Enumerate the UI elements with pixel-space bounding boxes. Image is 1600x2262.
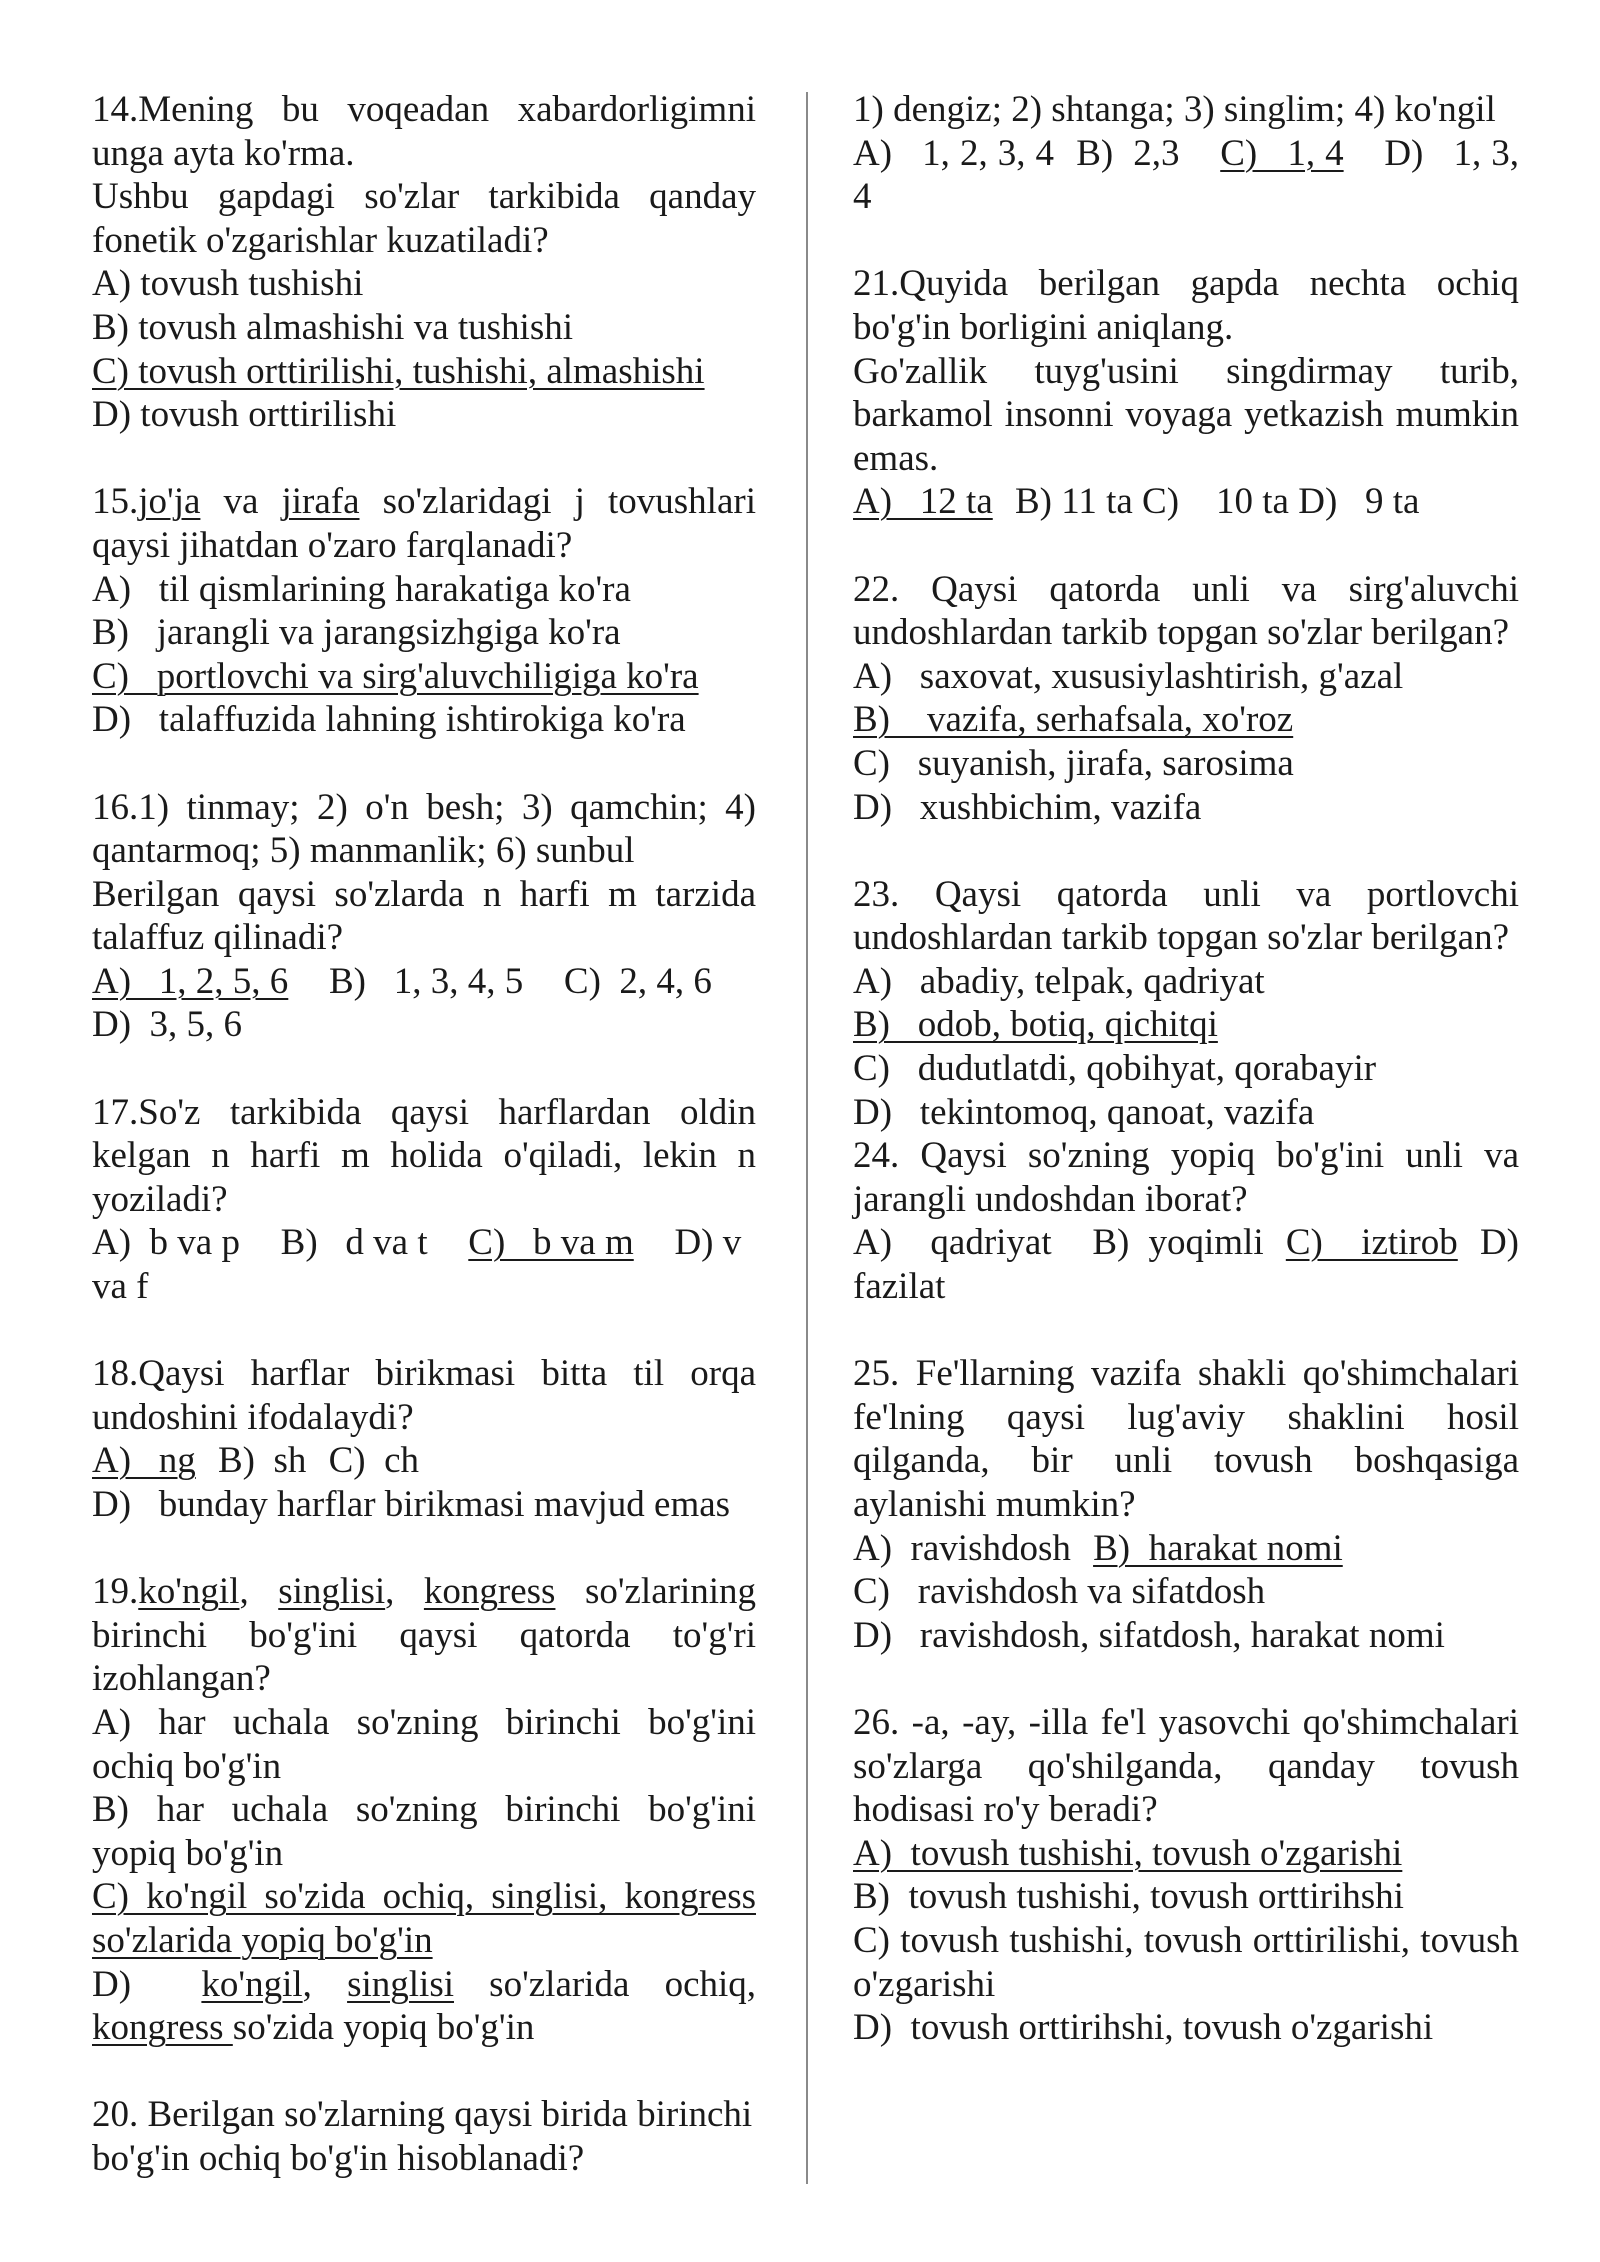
question-17: [92, 1091, 756, 1309]
question-15-option-a[interactable]: A) til qismlarining harakatiga ko'ra: [92, 568, 631, 610]
question-17-option-d[interactable]: D) v va f: [92, 1222, 751, 1308]
question-25-option-d[interactable]: D) ravishdosh, sifatdosh, harakat nomi: [853, 1614, 1445, 1656]
question-18-option-c[interactable]: C) ch: [328, 1440, 420, 1482]
prompt-text: va: [200, 481, 282, 523]
prompt-text: so'zlarining birinchi bo'g'ini qaysi qatorda to'g'ri izohlangan?: [92, 1571, 757, 1700]
question-19-option-a[interactable]: A) har uchala so'zning birinchi bo'g'ini ochiq bo'g'in: [92, 1701, 756, 1787]
question-16-options-row: [92, 960, 756, 1004]
prompt-text: ,: [239, 1571, 279, 1613]
question-26-option-d[interactable]: D) tovush orttirihshi, tovush o'zgarishi: [853, 2007, 1434, 2049]
question-24: [853, 1134, 1529, 1308]
underlined-word: singlisi: [347, 1963, 454, 2005]
question-18-option-d[interactable]: D) bunday harflar birikmasi mavjud emas: [92, 1484, 731, 1525]
question-22-prompt: 22. Qaysi qatorda unli va sirg'aluvchi undoshlardan tarkib topgan so'zlar berilgan?: [853, 568, 1519, 654]
question-14-prompt: Ushbu gapdagi so'zlar tarkibida qanday fonetik o'zgarishlar kuzatiladi?: [92, 176, 756, 261]
question-16-option-c[interactable]: C) 2, 4, 6: [563, 960, 712, 1002]
question-26: [853, 1701, 1519, 2050]
question-19-option-d[interactable]: [92, 1963, 766, 2050]
option-text: so'zida yopiq bo'g'in: [232, 2007, 535, 2049]
question-21-option-a-correct[interactable]: A) 12 ta: [853, 481, 993, 523]
question-24-option-a[interactable]: A) qadriyat: [853, 1222, 1052, 1264]
question-14: [92, 88, 756, 437]
column-divider: [806, 92, 808, 2184]
question-17-option-a[interactable]: A) b va p: [92, 1222, 240, 1264]
question-17-option-b[interactable]: B) d va t: [280, 1222, 428, 1264]
question-26-option-b[interactable]: B) tovush tushishi, tovush orttirihshi: [853, 1876, 1404, 1918]
question-17-options-row: [92, 1221, 756, 1308]
question-25: [853, 1352, 1519, 1657]
question-21-option-c[interactable]: C) 10 ta: [1142, 481, 1289, 523]
question-19-option-c-correct[interactable]: C) ko'ngil so'zida ochiq, singlisi, kongress so'zlarida yopiq bo'g'in: [92, 1876, 756, 1961]
question-16-option-b[interactable]: B) 1, 3, 4, 5: [328, 960, 524, 1002]
prompt-text: ,: [385, 1571, 424, 1613]
question-16-words: 16.1) tinmay; 2) o'n besh; 3) qamchin; 4) qantarmoq; 5) manmanlik; 6) sunbul: [92, 786, 756, 872]
underlined-word: jo'ja: [138, 481, 201, 523]
question-16-option-d[interactable]: D) 3, 5, 6: [92, 1004, 243, 1046]
question-14-option-d[interactable]: D) tovush orttirilishi: [92, 394, 397, 436]
question-25-option-c[interactable]: C) ravishdosh va sifatdosh: [853, 1571, 1266, 1613]
question-23-option-d[interactable]: D) tekintomoq, qanoat, vazifa: [853, 1091, 1315, 1133]
question-16-prompt: Berilgan qaysi so'zlarda n harfi m tarzida talaffuz qilinadi?: [92, 873, 756, 959]
question-20-prompt: 20. Berilgan so'zlarning qaysi birida birinchi bo'g'in ochiq bo'g'in hisoblanadi?: [92, 2094, 753, 2179]
question-18: [92, 1352, 756, 1526]
underlined-word: jirafa: [281, 481, 360, 523]
question-25-options-row: [853, 1527, 1519, 1571]
question-22-option-b-correct[interactable]: B) vazifa, serhafsala, xo'roz: [853, 699, 1294, 741]
question-23: [853, 873, 1519, 1135]
underlined-word: ko'ngil: [201, 1963, 303, 2005]
question-19-prompt: [92, 1570, 756, 1701]
question-23-prompt: 23. Qaysi qatorda unli va portlovchi undoshlardan tarkib topgan so'zlar berilgan?: [853, 873, 1519, 959]
left-column: [92, 88, 766, 2181]
question-23-option-c[interactable]: C) dudutlatdi, qobihyat, qorabayir: [853, 1048, 1377, 1090]
question-22-option-d[interactable]: D) xushbichim, vazifa: [853, 786, 1202, 828]
question-21-option-b[interactable]: B) 11 ta: [1014, 481, 1133, 523]
question-24-option-c-correct[interactable]: C) iztirob: [1285, 1222, 1458, 1264]
question-20-options: [853, 88, 1529, 219]
underlined-word: kongress: [423, 1571, 556, 1613]
question-22-option-a[interactable]: A) saxovat, xususiylashtirish, g'azal: [853, 655, 1404, 697]
prompt-text: so'zlaridagi j tovushlari qaysi jihatdan o'zaro farqlanadi?: [92, 481, 756, 566]
question-14-option-b[interactable]: B) tovush almashishi va tushishi: [92, 306, 573, 348]
question-22: [853, 568, 1519, 830]
question-25-prompt: 25. Fe'llarning vazifa shakli qo'shimchalari fe'lning qaysi lug'aviy shaklini hosil qilganda, bir unli tovush boshqasiga aylanishi mumkin?: [853, 1353, 1519, 1525]
question-25-option-a[interactable]: A) ravishdosh: [853, 1527, 1071, 1569]
question-18-options-row: [92, 1439, 756, 1483]
question-21-options-row: [853, 480, 1519, 524]
question-22-option-c[interactable]: C) suyanish, jirafa, sarosima: [853, 742, 1294, 784]
question-20-option-d[interactable]: D) 1, 3, 4: [853, 132, 1529, 218]
question-23-option-b-correct[interactable]: B) odob, botiq, qichitqi: [853, 1004, 1218, 1046]
question-21-sentence: Go'zallik tuyg'usini singdirmay turib, barkamol insonni voyaga yetkazish mumkin emas.: [853, 350, 1519, 479]
option-text: ,: [302, 1963, 348, 2005]
question-14-option-a[interactable]: A) tovush tushishi: [92, 263, 364, 305]
question-17-prompt: 17.So'z tarkibida qaysi harflardan oldin kelgan n harfi m holida o'qiladi, lekin n yoziladi?: [92, 1091, 756, 1220]
right-column: [853, 88, 1529, 2050]
question-15-option-c-correct[interactable]: C) portlovchi va sirg'aluvchiligiga ko'ra: [92, 655, 699, 697]
option-label: D): [92, 1963, 202, 2005]
question-number: 15.: [92, 481, 139, 523]
question-16: [92, 786, 756, 1048]
question-26-option-a-correct[interactable]: A) tovush tushishi, tovush o'zgarishi: [853, 1832, 1403, 1874]
question-18-option-b[interactable]: B) sh: [217, 1440, 307, 1482]
question-20-option-a[interactable]: A) 1, 2, 3, 4: [853, 132, 1055, 174]
question-14-option-c-correct[interactable]: C) tovush orttirilishi, tushishi, almashishi: [92, 350, 705, 392]
question-14-sentence: 14.Mening bu voqeadan xabardorligimni unga ayta ko'rma.: [92, 89, 756, 174]
question-19: [92, 1570, 766, 2050]
question-19-option-b[interactable]: B) har uchala so'zning birinchi bo'g'ini yopiq bo'g'in: [92, 1789, 756, 1874]
question-17-option-c-correct[interactable]: C) b va m: [468, 1222, 634, 1264]
question-26-option-c[interactable]: C) tovush tushishi, tovush orttirilishi, tovush o'zgarishi: [853, 1919, 1519, 2005]
question-20-options-row: [853, 132, 1529, 219]
question-24-option-b[interactable]: B) yoqimli: [1092, 1222, 1264, 1264]
question-25-option-b-correct[interactable]: B) harakat nomi: [1093, 1527, 1343, 1569]
question-15-option-d[interactable]: D) talaffuzida lahning ishtirokiga ko'ra: [92, 699, 686, 741]
question-24-option-d[interactable]: D) fazilat: [853, 1222, 1529, 1308]
question-18-prompt: 18.Qaysi harflar birikmasi bitta til orqa undoshini ifodalaydi?: [92, 1353, 756, 1438]
question-20-option-c-correct[interactable]: C) 1, 4: [1220, 132, 1344, 174]
question-number: 19.: [92, 1571, 139, 1613]
question-21-option-d[interactable]: D) 9 ta: [1298, 481, 1420, 523]
underlined-word: kongress: [92, 2007, 233, 2049]
question-24-prompt: 24. Qaysi so'zning yopiq bo'g'ini unli va jarangli undoshdan iborat?: [853, 1135, 1519, 1220]
question-24-options-row: [853, 1221, 1529, 1308]
question-23-option-a[interactable]: A) abadiy, telpak, qadriyat: [853, 960, 1265, 1002]
underlined-word: ko'ngil: [138, 1571, 240, 1613]
question-15-prompt: [92, 480, 756, 567]
question-21: [853, 262, 1519, 524]
question-21-prompt: 21.Quyida berilgan gapda nechta ochiq bo'g'in borligini aniqlang.: [853, 263, 1519, 348]
question-16-option-a-correct[interactable]: A) 1, 2, 5, 6: [92, 960, 289, 1002]
question-20: [92, 2093, 756, 2180]
underlined-word: singlisi: [278, 1571, 386, 1613]
question-18-option-a-correct[interactable]: A) ng: [92, 1440, 196, 1482]
question-26-prompt: 26. -a, -ay, -illa fe'l yasovchi qo'shimchalari so'zlarga qo'shilganda, qanday tovush hodisasi ro'y beradi?: [853, 1701, 1519, 1831]
question-15-option-b[interactable]: B) jarangli va jarangsizhgiga ko'ra: [92, 612, 621, 654]
question-20-words: 1) dengiz; 2) shtanga; 3) singlim; 4) ko'ngil: [853, 89, 1496, 130]
question-20-option-b[interactable]: B) 2,3: [1076, 132, 1180, 174]
question-15: [92, 480, 756, 742]
option-text: so'zlarida ochiq,: [454, 1963, 766, 2005]
